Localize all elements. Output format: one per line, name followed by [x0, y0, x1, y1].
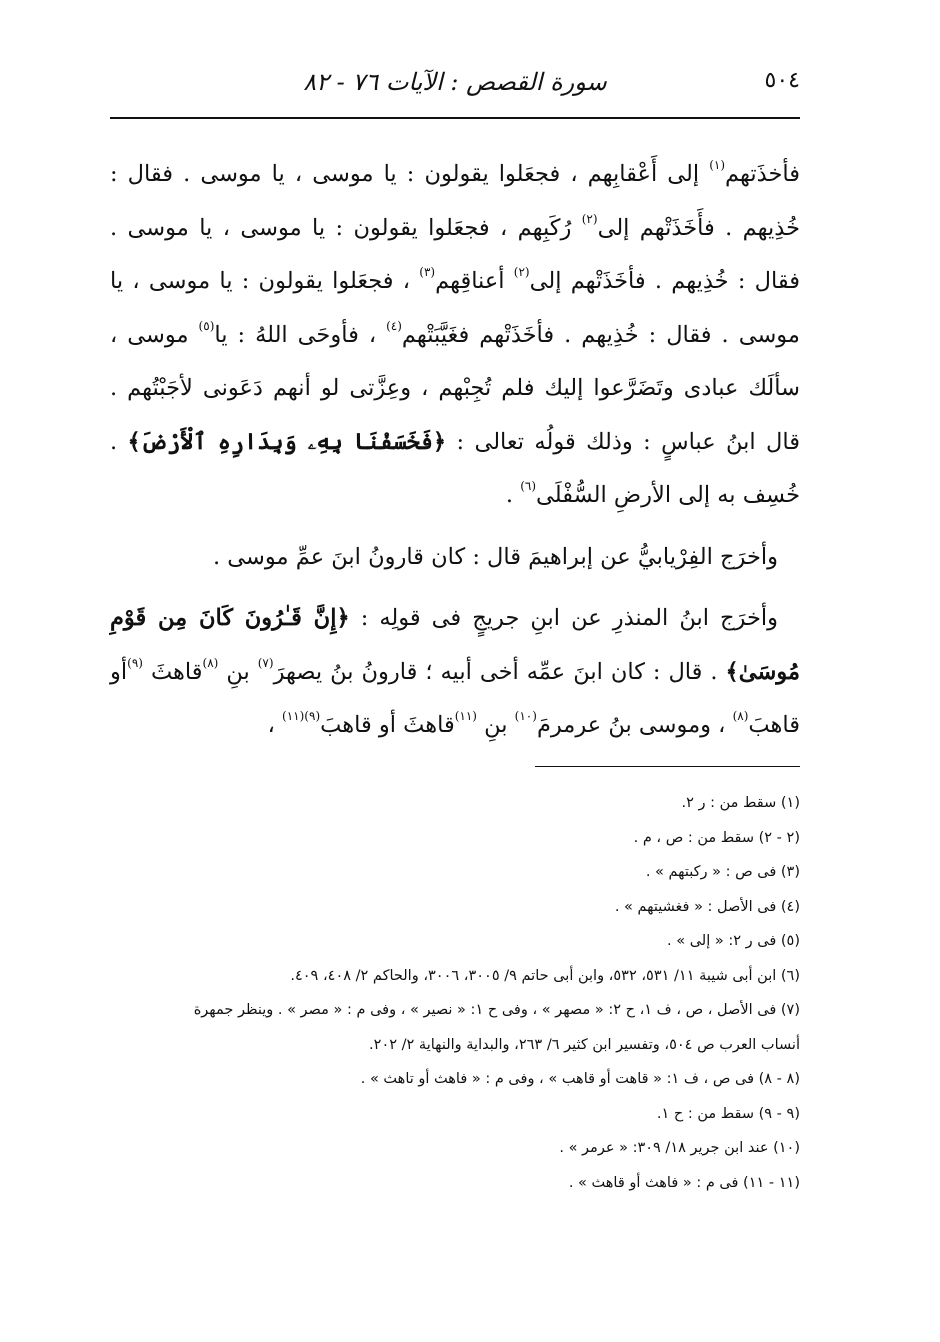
footnote-ref: (٩) — [127, 655, 143, 670]
footnote: (٩ - ٩) سقط من : ح ١. — [656, 1105, 800, 1122]
paragraph-1: فأخذَتهم$^{(١)}$ إلى أَعْقابِهم ، فجعَلوا يقولون : يا موسى ، يا موسى . فقال : خُذِيهم . فأَخَذَتْهم إلى$^{(٢)}$ رُكَبِهم ، فجعَلوا يقولون : يا موسى ، يا موسى . فقال : خُذِيهم . فأخَذَتْهم إلى$^{(٢)}$ أعناقِهم$^{(٣)}$ ، فجعَلوا يقولون : يا موسى ، يا موسى . فقال : خُذِيهم . فأخَذَتْهم فغَيَّبَتْهم$^{(٤)}$ ، فأوحَى اللهُ : يا$^{(٥)}$ موسى ، سألَك عبادى وتَضَرَّعوا إليك فلم تُجِبْهم ، وعِزَّتى لو أنهم دَعَونى لأجَبْتُهم . قال ابنُ عباسٍ : وذلك قولُه تعالى : ﴿فَخَسَفْنَا بِهِۦ وَبِدَارِهِ ٱلْأَرْضَ﴾ . خُسِف به إلى الأرضِ السُّفْلَى$^{(٦)}$ . — [110, 158, 800, 508]
footnote-ref: (٢) — [581, 211, 598, 226]
footnote-ref: (٧) — [257, 655, 274, 670]
footnote-ref: (٦) — [520, 479, 537, 493]
main-text — [110, 148, 800, 753]
footnote-continuation: أنساب العرب ص ٥٠٤، وتفسير ابن كثير ٦/ ٢٦٣، والبداية والنهاية ٢/ ٢٠٢. — [369, 1036, 800, 1053]
book-page — [110, 60, 800, 1280]
footnote-ref: (٩)(١١) — [282, 709, 321, 723]
footnotes — [110, 786, 800, 1200]
footnote: (١١ - ١١) فى م : « فاهث أو قاهث » . — [568, 1174, 800, 1191]
quran-quote: ﴿إِنَّ قَـٰرُونَ كَانَ مِن قَوْمِ مُوسَىٰ﴾ — [110, 605, 801, 685]
footnote: (١) سقط من : ر ٢. — [681, 795, 800, 811]
page-header — [110, 60, 800, 108]
paragraph-2: وأخرَج الفِرْيابيُّ عن إبراهيمَ قال : كان قارونُ ابنَ عمِّ موسى . — [212, 543, 778, 570]
footnote: (٥) فى ر ٢: « إلى » . — [667, 933, 800, 949]
footnote: (٣) فى ص : « ركبتهم » . — [645, 864, 800, 880]
footnote-rule — [535, 766, 800, 767]
running-title: سورة القصص : الآيات ٧٦ - ٨٢ — [303, 68, 607, 96]
footnote-ref: (٥) — [198, 318, 215, 333]
footnote-ref: (٨) — [732, 709, 749, 723]
footnote: (٢ - ٢) سقط من : ص ، م . — [633, 829, 800, 846]
quran-quote: ﴿فَخَسَفْنَا بِهِۦ وَبِدَارِهِ ٱلْأَرْضَ﴾ — [127, 428, 447, 455]
footnote-ref: (٣) — [419, 265, 436, 279]
page-number: ٥٠٤ — [764, 68, 800, 93]
footnote: (٦) ابن أبى شيبة ١١/ ٥٣١، ٥٣٢، وابن أبى حاتم ٩/ ٣٠٠٥، ٣٠٠٦، والحاكم ٢/ ٤٠٨، ٤٠٩. — [290, 967, 800, 984]
footnote-ref: (٢) — [513, 265, 530, 279]
footnote-ref: (٨) — [202, 655, 219, 670]
footnote-ref: (١٠) — [514, 709, 537, 723]
footnote-ref: (١) — [709, 158, 726, 172]
footnote: (٨ - ٨) فى ص ، ف ١: « قاهت أو قاهب » ، وفى م : « فاهث أو تاهث » . — [360, 1071, 800, 1087]
footnote-ref: (٤) — [386, 318, 402, 333]
paragraph-3: وأخرَج ابنُ المنذرِ عن ابنِ جريجٍ فى قولِه : ﴿إِنَّ قَـٰرُونَ كَانَ مِن قَوْمِ مُوسَىٰ﴾ . قال : كان ابنَ عمِّه أخى أبيه ؛ قارونُ بنُ يصهرَ$^{(٧)}$ بنِ $^{(٨)}$قاهثَ $^{(٩)}$أو قاهبَ$^{(٨)}$ ، وموسى بنُ عرمرمَ$^{(١٠)}$ بنِ $^{(١١)}$قاهثَ أو قاهبَ$^{(٩)(١١)}$ ، — [110, 605, 801, 738]
footnote-ref: (١١) — [454, 709, 477, 723]
footnote: (٧) فى الأصل ، ص ، ف ١، ح ٢: « مصهر » ، وفى ح ١: « نصير » ، وفى م : « مصر » . وينظر جمهرة — [193, 1002, 800, 1018]
footnote: (١٠) عند ابن جرير ١٨/ ٣٠٩: « عرمر » . — [559, 1140, 800, 1156]
header-rule — [110, 117, 800, 119]
footnote: (٤) فى الأصل : « فغشيتهم » . — [614, 898, 800, 915]
